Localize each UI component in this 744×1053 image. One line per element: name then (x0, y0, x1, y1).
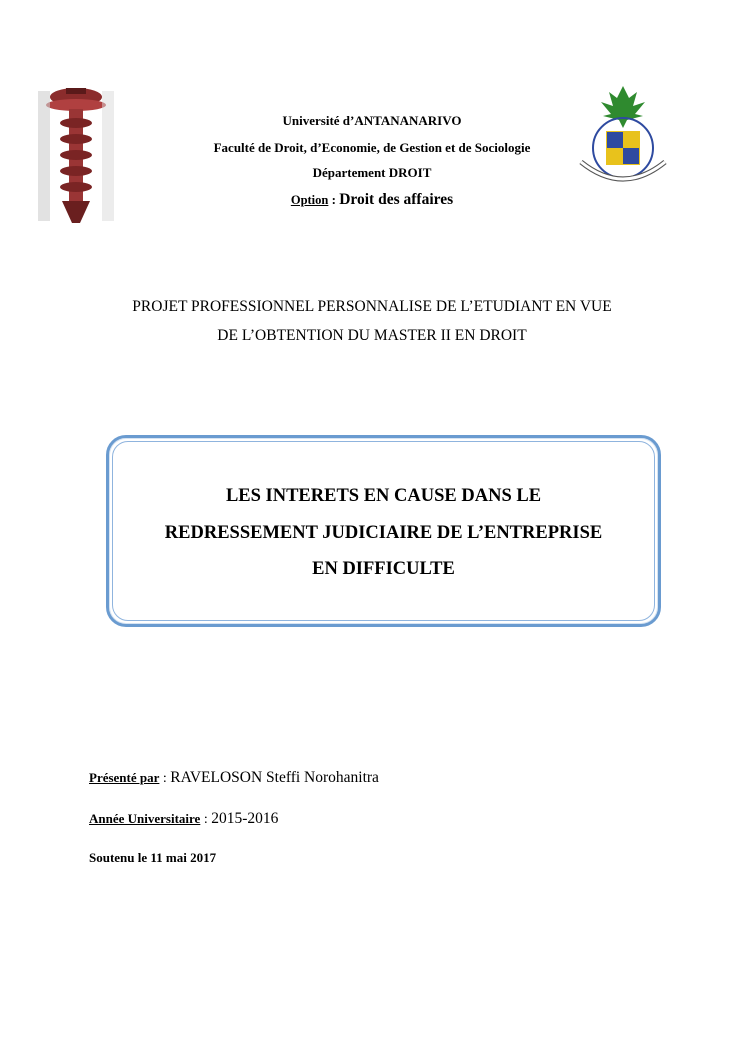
project-heading-line-2: DE L’OBTENTION DU MASTER II EN DROIT (217, 327, 527, 344)
thesis-title-line-2: REDRESSEMENT JUDICIAIRE DE L’ENTREPRISE (164, 523, 603, 543)
academic-year-label: Année Universitaire (89, 811, 201, 826)
option-label: Option (290, 193, 329, 207)
defense-date: Soutenu le 11 mai 2017 (89, 850, 217, 865)
academic-year-value: 2015-2016 (211, 810, 279, 827)
project-heading-line-1: PROJET PROFESSIONNEL PERSONNALISE DE L’ETUDIANT EN VUE (132, 298, 612, 315)
presented-by-label: Présenté par (89, 770, 160, 785)
department-name: Département DROIT (312, 165, 432, 180)
university-name: Université d’ANTANANARIVO (282, 113, 462, 128)
option-line (0, 191, 744, 209)
presented-by-separator: : (159, 771, 171, 786)
option-separator: : (328, 192, 340, 207)
presented-by-value: RAVELOSON Steffi Norohanitra (170, 769, 379, 786)
thesis-title-line-1: LES INTERETS EN CAUSE DANS LE (225, 486, 542, 506)
option-value: Droit des affaires (339, 191, 454, 208)
academic-year-separator: : (200, 812, 212, 827)
faculty-name: Faculté de Droit, d’Economie, de Gestion et de Sociologie (213, 140, 531, 155)
presented-by-line (89, 769, 379, 787)
academic-year-line (89, 810, 278, 828)
thesis-title-line-3: EN DIFFICULTE (312, 559, 455, 579)
